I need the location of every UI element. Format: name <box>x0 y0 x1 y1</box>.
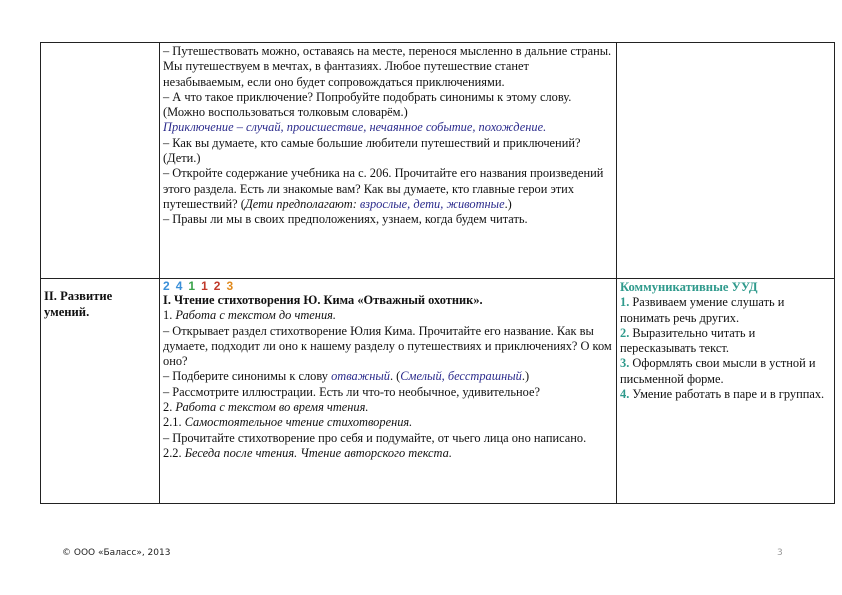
uud-title: Коммуникативные УУД <box>620 280 758 294</box>
step-number: 2.2. <box>163 445 185 460</box>
uud-text: Оформлять свои мысли в устной и письменной форме. <box>620 356 816 386</box>
paragraph <box>163 369 613 384</box>
table-row <box>41 43 835 279</box>
work-step <box>163 308 613 323</box>
paragraph: – Правы ли мы в своих предположениях, узнаем, когда будем читать. <box>163 212 528 227</box>
uud-item <box>620 295 831 326</box>
uud-item <box>620 356 831 387</box>
paragraph-text: . ( <box>389 369 401 384</box>
stage-cell <box>41 279 160 504</box>
step-title: Работа с текстом до чтения. <box>175 308 337 323</box>
uud-number: 4. <box>620 387 630 402</box>
paragraph-text: – Откройте содержание учебника на с. 206. Прочитайте его названия произведений этого раздела. Есть ли знакомые вам? Как вы думаете, кто главные герои этих путешествий? ( <box>163 166 604 211</box>
assume-close: .) <box>504 196 512 211</box>
uud-text: Выразительно читать и пересказывать текст. <box>620 325 756 356</box>
content-cell <box>160 279 617 504</box>
stage-cell-empty <box>41 43 160 279</box>
uud-text: Умение работать в паре и в группах. <box>629 387 825 402</box>
synonym-values: Смелый, бесстрашный <box>400 369 522 384</box>
paragraph: – А что такое приключение? Попробуйте подобрать синонимы к этому слову. (Можно воспользоваться толковым словарём.) <box>163 89 572 120</box>
uud-text: Развиваем умение слушать и понимать речь других. <box>620 295 785 325</box>
step-number: 2. <box>163 400 176 415</box>
step-title: Работа с текстом во время чтения. <box>175 400 369 415</box>
paragraph: – Как вы думаете, кто самые большие любители путешествий и приключений? (Дети.) <box>163 135 581 166</box>
assume-label: Дети предполагают: <box>244 196 357 211</box>
lesson-table <box>40 42 835 504</box>
table-row <box>41 279 835 504</box>
stage-title: II. Развитие умений. <box>44 289 113 319</box>
paragraph-text: – Подберите синонимы к слову <box>163 369 332 384</box>
level-numbers <box>163 280 613 293</box>
uud-item <box>620 387 831 402</box>
work-step <box>163 446 613 461</box>
uud-item <box>620 326 831 357</box>
work-step <box>163 415 613 430</box>
work-step <box>163 400 613 415</box>
level-number: 1 <box>201 279 209 293</box>
footer-copyright: © ООО «Баласс», 2013 <box>62 548 171 558</box>
assume-values: взрослые, дети, животные <box>356 196 505 211</box>
paragraph-text: .) <box>521 369 530 384</box>
level-number: 4 <box>175 279 184 293</box>
definition-text: – случай, происшествие, нечаянное событие, похождение. <box>233 120 547 135</box>
paragraph: – Открывает раздел стихотворение Юлия Кима. Прочитайте его название. Как вы думаете, подходит ли оно к нашему разделу о путешествиях и приключениях? О ком оно? <box>163 323 612 369</box>
level-number: 3 <box>226 279 235 293</box>
uud-number: 3. <box>620 356 630 371</box>
uud-number: 1. <box>620 295 630 310</box>
definition-term: Приключение <box>163 120 234 135</box>
uud-cell <box>617 279 835 504</box>
level-number: 1 <box>188 279 197 293</box>
paragraph: – Рассмотрите иллюстрации. Есть ли что-то необычное, удивительное? <box>163 384 540 399</box>
definition <box>163 120 613 135</box>
paragraph: – Прочитайте стихотворение про себя и подумайте, от чьего лица оно написано. <box>163 430 587 445</box>
page-number: 3 <box>777 548 783 558</box>
paragraph: – Путешествовать можно, оставаясь на месте, перенося мысленно в дальние страны. Мы путешествуем в мечтах, в фантазиях. Любое путешествие станет незабываемым, если оно будет сопровождаться приключениями. <box>163 44 612 89</box>
uud-cell-empty <box>617 43 835 279</box>
section-heading: I. Чтение стихотворения Ю. Кима «Отважный охотник». <box>163 293 483 307</box>
step-number: 2.1. <box>163 415 185 430</box>
step-title: Беседа после чтения. Чтение авторского текста. <box>184 445 452 460</box>
step-number: 1. <box>163 308 176 323</box>
level-number: 2 <box>213 279 222 293</box>
step-title: Самостоятельное чтение стихотворения. <box>184 415 413 430</box>
level-number: 2 <box>163 279 171 293</box>
content-cell <box>160 43 617 279</box>
uud-number: 2. <box>620 325 630 340</box>
synonym-word: отважный <box>331 369 390 384</box>
paragraph <box>163 166 613 212</box>
